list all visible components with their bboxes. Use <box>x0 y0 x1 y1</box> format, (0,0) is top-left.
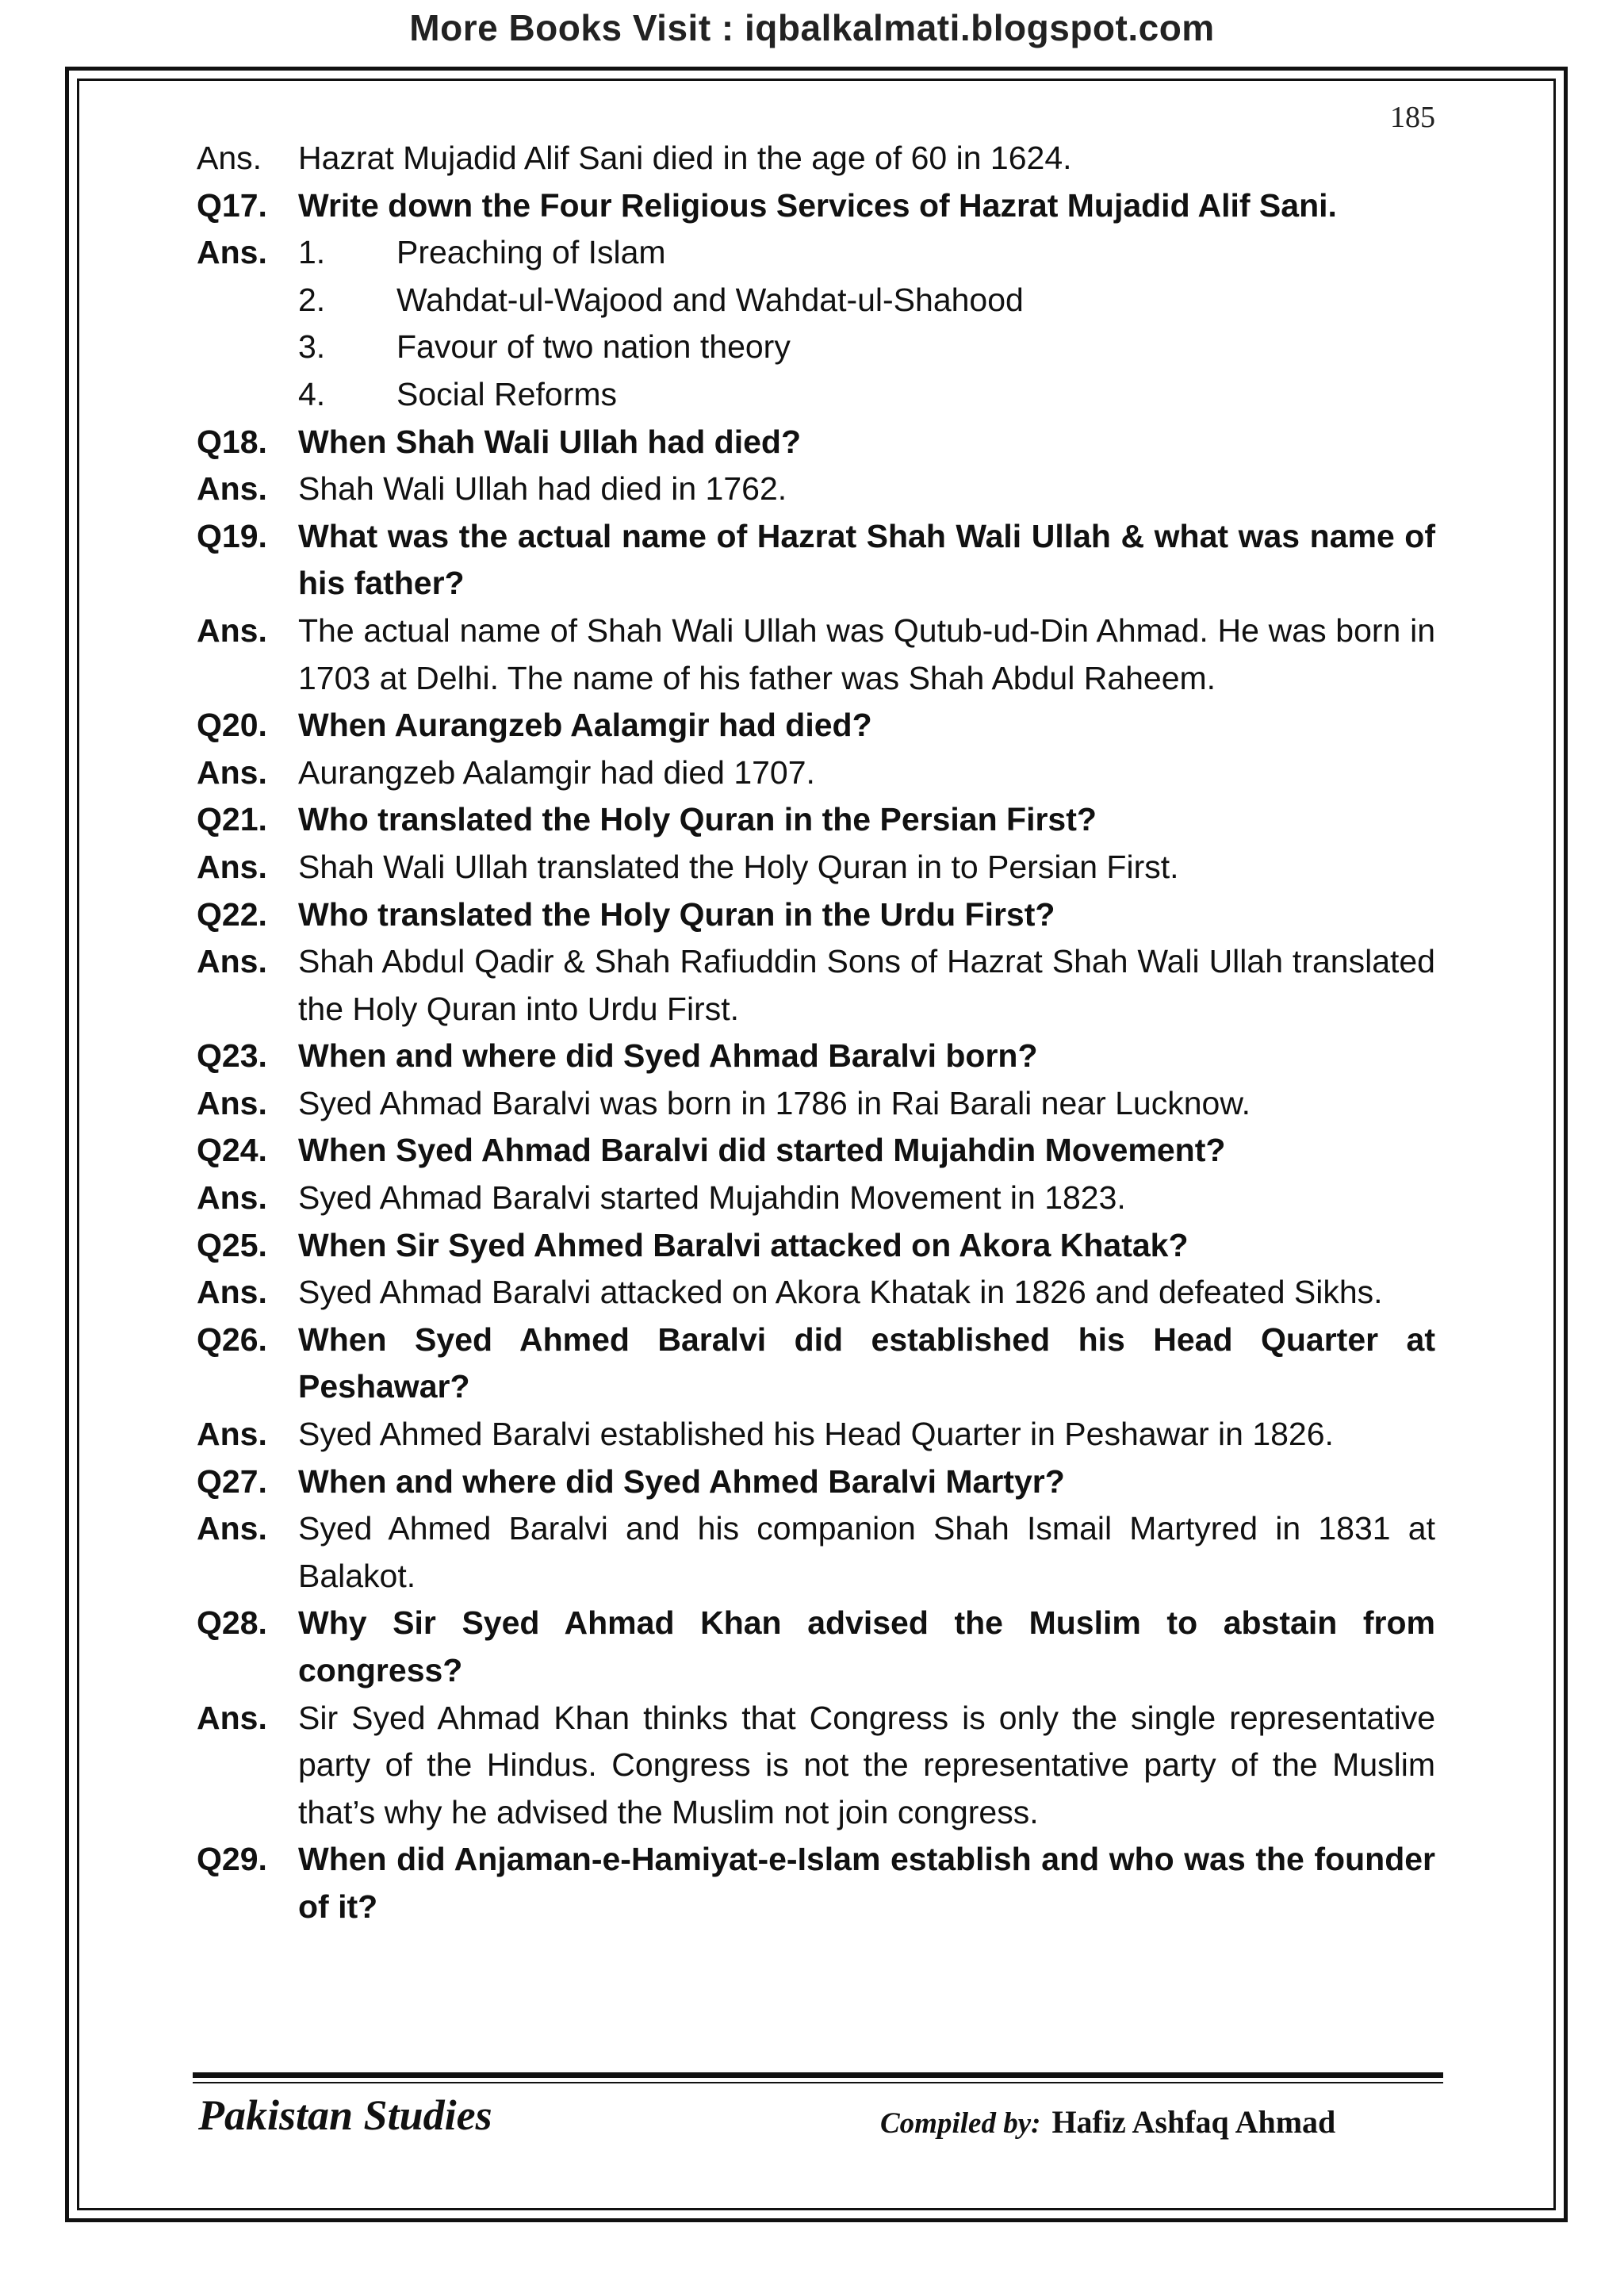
answer-row <box>197 1411 1435 1458</box>
entry-label: Ans. <box>197 470 267 508</box>
entry-label: Ans. <box>197 848 267 885</box>
site-banner: More Books Visit : iqbalkalmati.blogspot.com <box>409 7 1215 48</box>
entry-text: Shah Wali Ullah had died in 1762. <box>298 470 787 508</box>
list-item-number: 4. <box>298 375 326 412</box>
entry-text: Syed Ahmad Baralvi was born in 1786 in Rai Barali near Lucknow. <box>298 1084 1251 1121</box>
entry-text: Aurangzeb Aalamgir had died 1707. <box>298 753 815 791</box>
question-row <box>197 1033 1435 1080</box>
entry-label: Ans. <box>197 611 267 649</box>
list-item-text: Wahdat-ul-Wajood and Wahdat-ul-Shahood <box>396 281 1024 318</box>
answer-list <box>298 229 1435 418</box>
list-item-text: Preaching of Islam <box>396 234 666 271</box>
entry-text: Sir Syed Ahmad Khan thinks that Congress is only the single representative party of the Hindus. Congress is not the representative party of the Muslim that’s why he advised the Muslim not join congress. <box>298 1699 1435 1830</box>
compiler-name: Hafiz Ashfaq Ahmad <box>1051 2104 1336 2140</box>
list-item <box>298 277 1435 324</box>
compiled-by-label: Compiled by: <box>880 2107 1041 2140</box>
footer-credit <box>880 2103 1335 2141</box>
question-row <box>197 419 1435 466</box>
list-item <box>298 371 1435 419</box>
entry-label: Q19. <box>197 517 267 554</box>
page-number: 185 <box>1390 101 1435 134</box>
entry-label: Q29. <box>197 1841 267 1878</box>
entry-text: Hazrat Mujadid Alif Sani died in the age of 60 in 1624. <box>298 140 1072 176</box>
entry-text: Syed Ahmed Baralvi established his Head Quarter in Peshawar in 1826. <box>298 1416 1334 1453</box>
answer-row <box>197 1505 1435 1600</box>
footer-rule <box>193 2072 1443 2078</box>
answer-row <box>197 135 1435 182</box>
list-item-number: 3. <box>298 328 326 366</box>
answer-row <box>197 749 1435 797</box>
entry-label: Ans. <box>197 1274 267 1311</box>
entry-text: Syed Ahmad Baralvi started Mujahdin Movement in 1823. <box>298 1179 1126 1217</box>
entry-label: Q28. <box>197 1604 267 1642</box>
list-item-number: 2. <box>298 281 326 318</box>
entry-label: Ans. <box>197 1179 267 1217</box>
footer-subject: Pakistan Studies <box>198 2091 492 2139</box>
qa-content <box>197 135 1435 1931</box>
entry-label: Q18. <box>197 423 267 460</box>
entry-text: Write down the Four Religious Services of Hazrat Mujadid Alif Sani. <box>298 186 1337 224</box>
entry-text: When and where did Syed Ahmad Baralvi born? <box>298 1037 1038 1075</box>
answer-row <box>197 1695 1435 1837</box>
question-row <box>197 702 1435 749</box>
entry-text: Who translated the Holy Quran in the Persian First? <box>298 801 1097 838</box>
answer-row <box>197 229 1435 418</box>
question-row <box>197 891 1435 939</box>
list-item-text: Favour of two nation theory <box>396 328 791 366</box>
answer-row <box>197 608 1435 702</box>
entry-label: Q24. <box>197 1132 267 1169</box>
entry-label: Ans. <box>197 1084 267 1121</box>
entry-text: When Syed Ahmed Baralvi did established his Head Quarter at Peshawar? <box>298 1320 1435 1405</box>
entry-label: Ans. <box>197 1510 267 1547</box>
entry-label: Ans. <box>197 1416 267 1453</box>
list-item-text: Social Reforms <box>396 375 617 412</box>
entry-text: When Syed Ahmad Baralvi did started Mujahdin Movement? <box>298 1132 1226 1169</box>
entry-label: Ans. <box>197 753 267 791</box>
answer-row <box>197 1080 1435 1128</box>
entry-text: When Sir Syed Ahmed Baralvi attacked on Akora Khatak? <box>298 1226 1189 1263</box>
entry-label: Q27. <box>197 1462 267 1500</box>
question-row <box>197 1836 1435 1930</box>
answer-row <box>197 844 1435 891</box>
list-item <box>298 324 1435 371</box>
answer-row <box>197 1175 1435 1222</box>
question-row <box>197 1222 1435 1270</box>
answer-row <box>197 466 1435 513</box>
entry-text: Syed Ahmed Baralvi and his companion Shah Ismail Martyred in 1831 at Balakot. <box>298 1510 1435 1594</box>
entry-label: Q17. <box>197 186 267 224</box>
entry-text: What was the actual name of Hazrat Shah Wali Ullah & what was name of his father? <box>298 517 1435 602</box>
question-row <box>197 1317 1435 1411</box>
entry-text: Shah Abdul Qadir & Shah Rafiuddin Sons of Hazrat Shah Wali Ullah translated the Holy Quran into Urdu First. <box>298 943 1435 1027</box>
question-row <box>197 796 1435 844</box>
entry-label: Q25. <box>197 1226 267 1263</box>
entry-label: Ans. <box>197 234 267 271</box>
question-row <box>197 1458 1435 1506</box>
question-row <box>197 182 1435 230</box>
entry-text: Who translated the Holy Quran in the Urdu First? <box>298 895 1055 933</box>
list-item-number: 1. <box>298 234 326 271</box>
entry-label: Ans. <box>197 1699 267 1736</box>
entry-text: When Aurangzeb Aalamgir had died? <box>298 707 872 744</box>
entry-label: Q22. <box>197 895 267 933</box>
entry-text: The actual name of Shah Wali Ullah was Qutub-ud-Din Ahmad. He was born in 1703 at Delhi. The name of his father was Shah Abdul Raheem. <box>298 611 1435 696</box>
question-row <box>197 1127 1435 1175</box>
entry-text: When did Anjaman-e-Hamiyat-e-Islam establish and who was the founder of it? <box>298 1841 1435 1925</box>
entry-text: When and where did Syed Ahmed Baralvi Martyr? <box>298 1462 1065 1500</box>
entry-label: Q26. <box>197 1320 267 1358</box>
entry-label: Q23. <box>197 1037 267 1075</box>
list-item <box>298 229 1435 277</box>
entry-text: When Shah Wali Ullah had died? <box>298 423 801 460</box>
question-row <box>197 513 1435 608</box>
question-row <box>197 1600 1435 1694</box>
entry-text: Syed Ahmad Baralvi attacked on Akora Khatak in 1826 and defeated Sikhs. <box>298 1274 1383 1311</box>
answer-row <box>197 938 1435 1033</box>
entry-label: Ans. <box>197 943 267 980</box>
answer-row <box>197 1269 1435 1317</box>
entry-text: Shah Wali Ullah translated the Holy Quran in to Persian First. <box>298 848 1179 885</box>
entry-label: Ans. <box>197 140 262 176</box>
footer-rule-thin <box>193 2082 1443 2083</box>
entry-text: Why Sir Syed Ahmad Khan advised the Muslim to abstain from congress? <box>298 1604 1435 1688</box>
entry-label: Q21. <box>197 801 267 838</box>
entry-label: Q20. <box>197 707 267 744</box>
